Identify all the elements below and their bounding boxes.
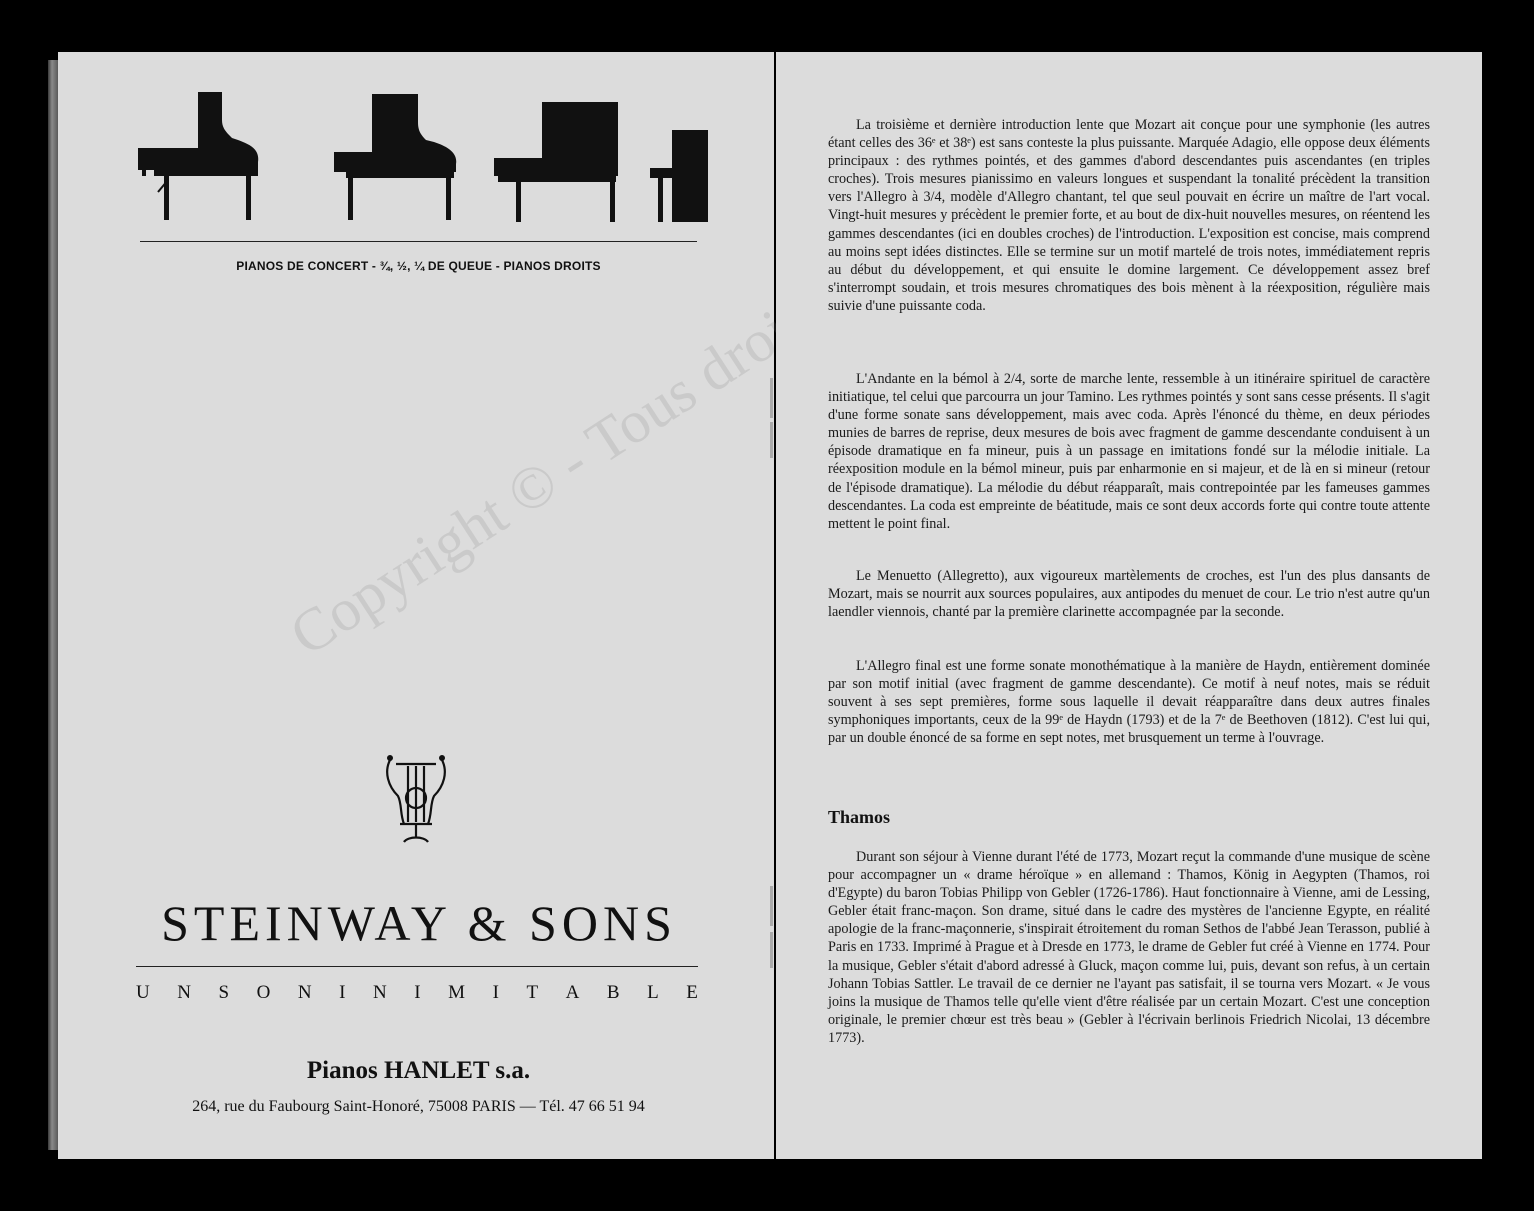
paragraph-text: La troisième et dernière introduction lente que Mozart ait conçue pour une symphonie (les autres étant celles des 36ᵉ et 38ᵉ) est sans conteste la plus puissante. Marquée Adagio, elle oppose deux éléments principaux : des rythmes pointés, et des gammes d'abord descendantes puis ascendantes (en triples croches). Trois mesures pianissimo en valeurs longues et suspendant la tonalité précèdent la transition vers l'Allegro à 3/4, modèle d'Allegro chantant, tel que seul pouvait en écrire un maître de l'art vocal. Vingt-huit mesures y précèdent le premier forte, et au bout de dix-huit nouvelles mesures, on réentend les gammes descendantes (ici en doubles croches) de l'introduction. L'exposition est concise, mais comprend au moins sept idées distinctes. Elle se termine sur un motif martelé de trois notes, immédiatement repris au début du développement, et qui ensuite le domine largement. Ce développement assez bref s'interrompt soudain, et trois mesures chromatiques des bois mènent à la réexposition, régulière mais suivie d'une puissante coda.	[828, 117, 1430, 314]
pianos-illustration	[138, 88, 758, 248]
tagline-letter: M	[448, 982, 466, 1003]
tagline-letter: N	[373, 982, 387, 1003]
article-paragraph	[828, 848, 1430, 1047]
binding-mark	[770, 886, 773, 926]
tagline-letter: S	[218, 982, 230, 1003]
upright-piano-icon	[650, 130, 708, 222]
section-heading: Thamos	[828, 807, 891, 827]
tagline-letter: N	[297, 982, 312, 1003]
paragraph-text: Durant son séjour à Vienne durant l'été de 1773, Mozart reçut la commande d'une musique de scène pour accompagner un « drame héroïque » en allemand : Thamos, König in Aegypten (Thamos, roi d'Egypte) du baron Tobias Philipp von Gebler (1726-1786). Haut fonctionnaire à Vienne, ami de Lessing, Gebler était franc-maçon. Son drame, situé dans le cadre des mystères de l'ancienne Egypte, en réalité apologie de la franc-maçonnerie, s'inspirait étroitement du roman Sethos de l'abbé Jean Terasson, publié à Paris en 1733. Imprimé à Prague et à Dresde en 1773, le drame de Gebler fut créé à Vienne en 1774. Pour la musique, Gebler s'était d'abord adressé à Gluck, maçon comme lui, puis, devant son refus, à un certain Johann Tobias Sattler. Le travail de ce dernier ne l'ayant pas satisfait, il se tourna vers Mozart. « Je vous joins la musique de Thamos telle qu'elle vient d'être réalisée par un certain Mozart. C'est une conception originale, le premier chœur est très beau » (Gebler à l'écrivain berlinois Friedrich Nicolai, 13 décembre 1773).	[828, 849, 1430, 1046]
pianos-caption: PIANOS DE CONCERT - ¾, ½, ¼ DE QUEUE - PIANOS DROITS	[236, 259, 601, 273]
grand-piano-icon	[494, 102, 618, 222]
tagline-letter: I	[339, 982, 346, 1003]
dealer-address: 264, rue du Faubourg Saint-Honoré, 75008 PARIS — Tél. 47 66 51 94	[192, 1098, 645, 1115]
tagline-letter: U	[136, 982, 150, 1003]
right-page-program-notes	[776, 52, 1482, 1159]
article-paragraph	[828, 116, 1430, 315]
brand-tagline	[136, 982, 698, 1004]
binding-mark	[770, 422, 773, 458]
binding-mark	[770, 378, 773, 418]
binding-mark	[770, 932, 773, 968]
paragraph-text: L'Andante en la bémol à 2/4, sorte de marche lente, ressemble à un itinéraire spirituel de caractère initiatique, tel celui que parcourra un jour Tamino. Les rythmes pointés y sont sans cesse présents. Il s'agit d'une forme sonate sans développement, mais avec coda. Après l'énoncé du thème, en deux périodes munies de barres de reprise, deux mesures de bois avec fragment de gamme descendante conduisent à un épisode dramatique en fa mineur, puis à un passage en imitations fondé sur la mélodie initiale. La réexposition module en la bémol mineur, puis par enharmonie en si majeur, et de là en si mineur (retour de l'épisode dramatique). La mélodie du début réapparaît, mais contrepointée par les fameuses gammes descendantes. La coda est empreinte de béatitude, mais ce sont deux accords forte qui contre toute attente mettent le point final.	[828, 371, 1430, 532]
grand-piano-icon	[334, 94, 456, 220]
book-edge	[48, 60, 58, 1150]
divider	[140, 241, 697, 242]
tagline-letter: E	[686, 982, 698, 1003]
tagline-letter: I	[492, 982, 499, 1003]
divider	[136, 966, 698, 967]
paragraph-text: Le Menuetto (Allegretto), aux vigoureux martèlements de croches, est l'un des plus dansants de Mozart, mais se nourrit aux sources populaires, aux antipodes du menuet de cour. Le trio n'est autre qu'un laendler viennois, chanté par la première clarinette accompagnée par la seconde.	[828, 568, 1430, 621]
grand-piano-icon	[138, 92, 258, 220]
article-paragraph	[828, 567, 1430, 621]
lyre-icon	[378, 752, 454, 850]
tagline-letter: A	[565, 982, 580, 1003]
dealer-name: Pianos HANLET s.a.	[306, 1057, 531, 1084]
tagline-letter: L	[647, 982, 659, 1003]
article-paragraph	[828, 370, 1430, 533]
tagline-letter: N	[177, 982, 191, 1003]
tagline-letter: T	[526, 982, 539, 1003]
copyright-watermark: Copyright © - Tous droits	[278, 274, 835, 669]
tagline-letter: I	[414, 982, 421, 1003]
article-paragraph	[828, 657, 1430, 747]
paragraph-text: L'Allegro final est une forme sonate monothématique à la manière de Haydn, entièrement dominée par son motif initial (avec fragment de gamme descendante). Ce motif à neuf notes, mais se réduit souvent à ses sept premières, forme sous laquelle il devait réapparaître dans deux autres finales symphoniques importants, ceux de la 99ᵉ de Haydn (1793) et de la 7ᵉ de Beethoven (1812). C'est lui qui, par un double énoncé de sa forme en sept notes, met brusquement un terme à l'ouvrage.	[828, 658, 1430, 747]
tagline-letter: B	[606, 982, 620, 1003]
left-page-advertisement	[58, 52, 835, 1159]
tagline-letter: O	[256, 982, 271, 1003]
brand-name: STEINWAY & SONS	[161, 895, 677, 951]
